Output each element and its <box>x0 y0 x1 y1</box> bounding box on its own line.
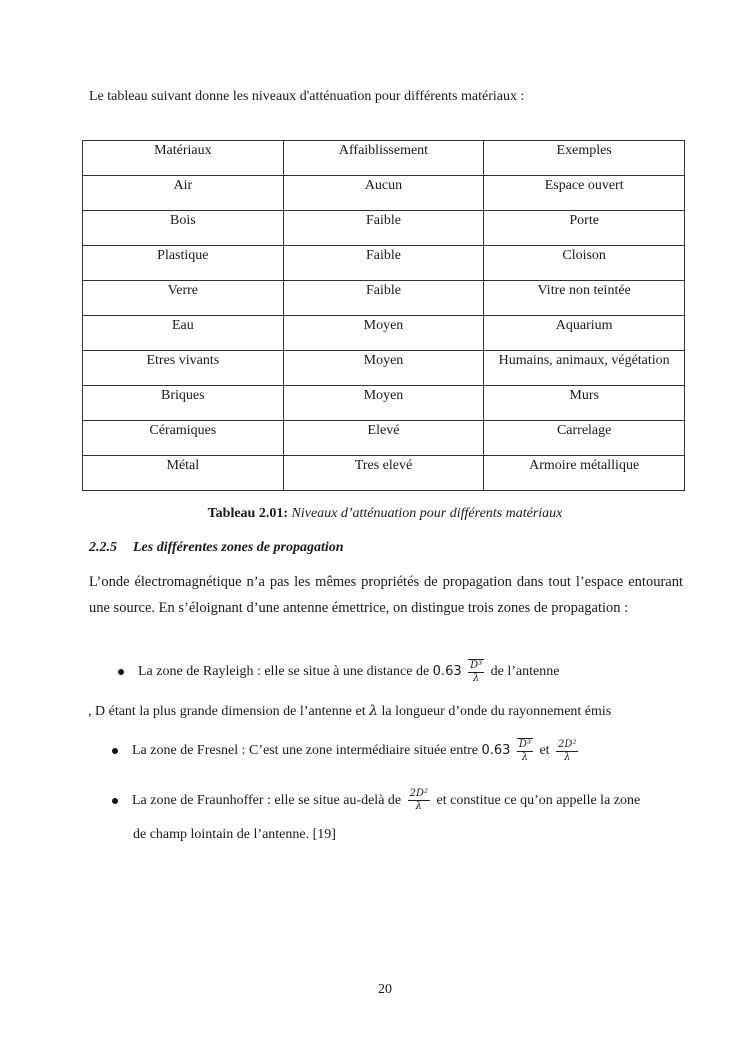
table-cell: Verre <box>83 281 284 316</box>
fraction-sqrt-d3-over-lambda: $\frac{\text{D³}}{\lambda}$ <box>518 739 531 763</box>
table-cell: Elevé <box>283 421 484 456</box>
table-cell: Aquarium <box>484 316 685 351</box>
table-row <box>83 351 685 386</box>
table-cell: Moyen <box>283 386 484 421</box>
table-cell: Plastique <box>83 246 284 281</box>
list-item-fresnel: La zone de Fresnel : C’est une zone intermédiaire située entre 0.63 $\frac{\text{D³}}{\lambda}$ et $\frac{\text{2D²}}{\lambda}$ <box>112 738 581 764</box>
header-affaiblissement: Affaiblissement <box>283 141 484 176</box>
page-number: 20 <box>378 982 392 997</box>
table-row <box>83 176 685 211</box>
lambda-symbol: λ <box>369 703 378 719</box>
table-cell: Vitre non teintée <box>484 281 685 316</box>
table-cell: Aucun <box>283 176 484 211</box>
table-cell: Céramiques <box>83 421 284 456</box>
caption-text: Niveaux d’atténuation pour différents matériaux <box>288 506 563 521</box>
table-cell: Humains, animaux, végétation <box>484 351 685 386</box>
coefficient: 0.63 <box>432 664 462 680</box>
table-row <box>83 456 685 491</box>
table-row <box>83 211 685 246</box>
caption-label: Tableau 2.01: <box>207 506 288 521</box>
table-cell: Faible <box>283 211 484 246</box>
table-caption <box>0 506 745 522</box>
table-cell: Air <box>83 176 284 211</box>
table-header-row <box>83 141 685 176</box>
bullet-icon <box>112 798 118 804</box>
definition-line: , D étant la plus grande dimension de l’antenne et λ la longueur d’onde du rayonnement émis <box>88 703 612 719</box>
table-cell: Carrelage <box>484 421 685 456</box>
intro-text: Le tableau suivant donne les niveaux d'atténuation pour différents matériaux : <box>89 89 525 104</box>
section-title: Les différentes zones de propagation <box>133 540 344 555</box>
table-cell: Bois <box>83 211 284 246</box>
table-cell: Murs <box>484 386 685 421</box>
table-row <box>83 316 685 351</box>
coefficient: 0.63 <box>481 743 511 759</box>
table-cell: Etres vivants <box>83 351 284 386</box>
attenuation-table <box>82 140 685 491</box>
table-cell: Eau <box>83 316 284 351</box>
table-cell: Espace ouvert <box>484 176 685 211</box>
table-row <box>83 386 685 421</box>
table-cell: Briques <box>83 386 284 421</box>
body-paragraph: L’onde électromagnétique n’a pas les mêmes propriétés de propagation dans tout l’espace entourant une source. En s’éloignant d’une antenne émettrice, on distingue trois zones de propagation : <box>89 574 683 616</box>
table-cell: Armoire métallique <box>484 456 685 491</box>
list-item-fraunhoffer: La zone de Fraunhoffer : elle se situe au-delà de $\frac{\text{2D²}}{\lambda}$ et constitue ce qu’on appelle la zone de champ lointain de l’antenne. [19] <box>112 784 683 852</box>
fraction-2d2-over-lambda: $\frac{\text{2D²}}{\lambda}$ <box>558 738 577 763</box>
fraction-sqrt-d3-over-lambda: $\frac{\text{D³}}{\lambda}$ <box>470 660 483 684</box>
table-row <box>83 246 685 281</box>
table-cell: Tres elevé <box>283 456 484 491</box>
bullet-icon <box>118 669 124 675</box>
fraction-2d2-over-lambda: $\frac{\text{2D²}}{\lambda}$ <box>409 788 429 813</box>
section-number: 2.2.5 <box>89 540 117 555</box>
table-cell: Porte <box>484 211 685 246</box>
header-exemples: Exemples <box>484 141 685 176</box>
bullet-icon <box>112 748 118 754</box>
table-cell: Moyen <box>283 351 484 386</box>
list-item-rayleigh: La zone de Rayleigh : elle se situe à une distance de 0.63 $\frac{\text{D³}}{\lambda}$ de l’antenne <box>118 659 559 685</box>
table-row <box>83 421 685 456</box>
table-cell: Faible <box>283 281 484 316</box>
section-heading <box>89 540 344 556</box>
table-cell: Cloison <box>484 246 685 281</box>
header-materiaux: Matériaux <box>83 141 284 176</box>
table-row <box>83 281 685 316</box>
table-cell: Métal <box>83 456 284 491</box>
table-cell: Faible <box>283 246 484 281</box>
table-cell: Moyen <box>283 316 484 351</box>
